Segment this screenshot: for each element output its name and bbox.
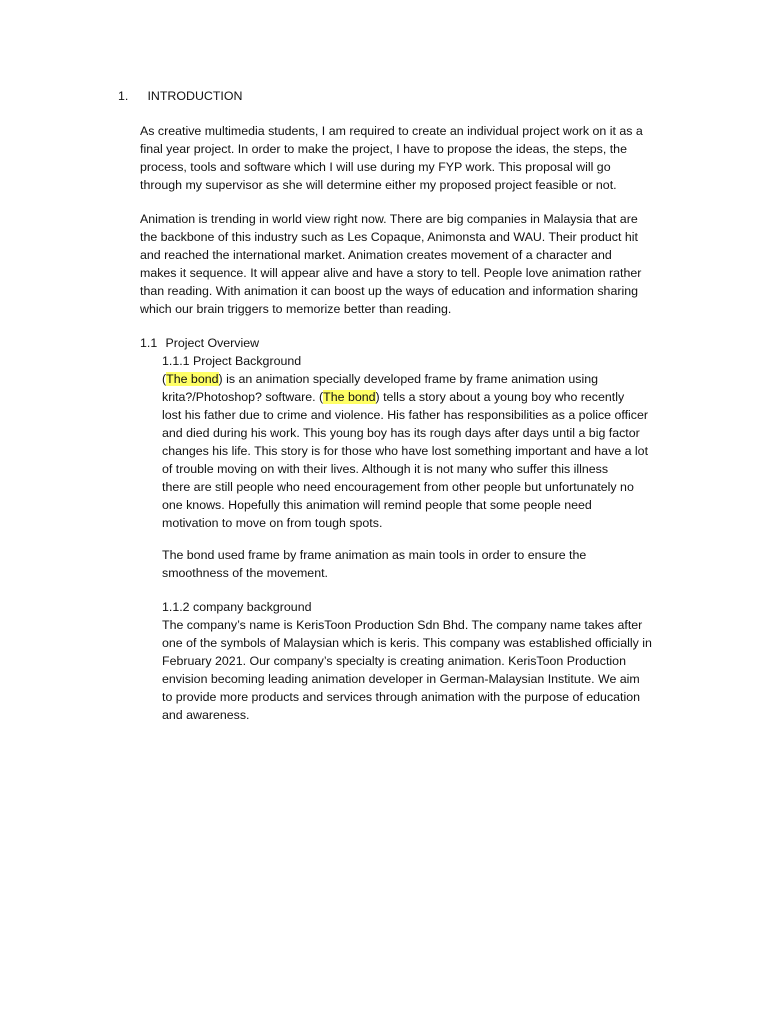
paragraph-line: which our brain triggers to memorize better than reading. bbox=[140, 302, 452, 316]
section-heading-introduction bbox=[118, 87, 678, 105]
intro-paragraph-1 bbox=[140, 122, 643, 194]
paragraph-line: As creative multimedia students, I am required to create an individual project work on it as a bbox=[140, 124, 643, 138]
paragraph-line: and died during his work. This young boy has its rough days after days until a big factor bbox=[162, 426, 640, 440]
paragraph-line: motivation to move on from tough spots. bbox=[162, 516, 383, 530]
paragraph-line: and awareness. bbox=[162, 708, 250, 722]
subsubsection-heading-company-background: 1.1.2 company background bbox=[162, 600, 312, 614]
subsubsection-heading-project-background: 1.1.1 Project Background bbox=[162, 354, 302, 368]
subsection-heading-project-overview bbox=[140, 334, 259, 352]
paragraph-line: envision becoming leading animation developer in German-Malaysian Institute. We aim bbox=[162, 672, 640, 686]
paragraph-line: through my supervisor as she will determine either my proposed project feasible or not. bbox=[140, 178, 617, 192]
highlighted-title: The bond bbox=[166, 372, 219, 386]
paragraph-line: the backbone of this industry such as Les Copaque, Animonsta and WAU. Their product hit bbox=[140, 230, 638, 244]
paragraph-line: of trouble moving on with their lives. Although it is not many who suffer this illness bbox=[162, 462, 609, 476]
paragraph-line: to provide more products and services through animation with the purpose of education bbox=[162, 690, 641, 704]
paragraph-line: smoothness of the movement. bbox=[162, 566, 328, 580]
paragraph-line: (The bond) is an animation specially developed frame by frame animation using bbox=[162, 372, 598, 386]
intro-paragraph-2 bbox=[140, 210, 641, 318]
section-title: INTRODUCTION bbox=[147, 89, 243, 103]
paragraph-line: lost his father due to crime and violence. His father has responsibilities as a police officer bbox=[162, 408, 649, 422]
paragraph-line: than reading. With animation it can boost up the ways of education and information sharing bbox=[140, 284, 638, 298]
paragraph-line: one knows. Hopefully this animation will remind people that some people need bbox=[162, 498, 592, 512]
paragraph-line: The bond used frame by frame animation as main tools in order to ensure the bbox=[162, 548, 587, 562]
paragraph-line: process, tools and software which I will use during my FYP work. This proposal will go bbox=[140, 160, 611, 174]
paragraph-line: Animation is trending in world view right now. There are big companies in Malaysia that are bbox=[140, 212, 638, 226]
section-number: 1. bbox=[118, 89, 129, 103]
paragraph-line: February 2021. Our company’s specialty is creating animation. KerisToon Production bbox=[162, 654, 626, 668]
subsection-number: 1.1 bbox=[140, 336, 158, 350]
paragraph-line: makes it sequence. It will appear alive and have a story to tell. People love animation rather bbox=[140, 266, 642, 280]
paragraph-line: final year project. In order to make the project, I have to propose the ideas, the steps, the bbox=[140, 142, 627, 156]
paragraph-line: one of the symbols of Malaysian which is keris. This company was established officially in bbox=[162, 636, 652, 650]
subsection-title: Project Overview bbox=[165, 336, 260, 350]
company-background-paragraph bbox=[162, 616, 652, 724]
highlighted-title: The bond bbox=[323, 390, 376, 404]
project-background-paragraph bbox=[162, 370, 648, 532]
bond-tools-paragraph bbox=[162, 546, 586, 582]
paragraph-line: krita?/Photoshop? software. (The bond) tells a story about a young boy who recently bbox=[162, 390, 625, 404]
paragraph-line: changes his life. This story is for those who have lost something important and have a lot bbox=[162, 444, 649, 458]
paragraph-line: The company’s name is KerisToon Production Sdn Bhd. The company name takes after bbox=[162, 618, 643, 632]
paragraph-line: and reached the international market. Animation creates movement of a character and bbox=[140, 248, 612, 262]
paragraph-line: there are still people who need encouragement from other people but unfortunately no bbox=[162, 480, 634, 494]
